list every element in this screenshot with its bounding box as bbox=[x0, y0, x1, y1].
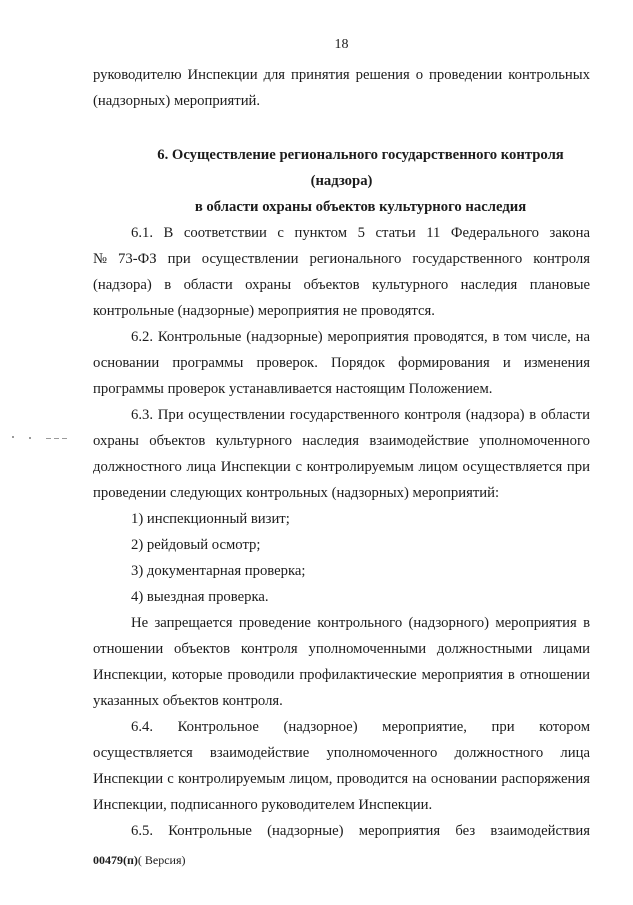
paragraph-not-prohibited-line: Не запрещается проведение контрольного (надзорного) мероприятия в bbox=[131, 615, 590, 631]
paragraph-6-4 bbox=[93, 714, 590, 818]
scan-noise-mark bbox=[12, 436, 14, 438]
list-item: 1) инспекционный визит; bbox=[131, 511, 290, 527]
paragraph-6-5 bbox=[93, 818, 590, 844]
document-body bbox=[93, 62, 590, 844]
paragraph-not-prohibited-line: указанных объектов контроля. bbox=[93, 693, 283, 709]
paragraph-6-2 bbox=[93, 324, 590, 402]
paragraph-6-1-line: 6.1. В соответствии с пунктом 5 статьи 11 Федерального закона bbox=[131, 225, 590, 241]
paragraph-not-prohibited-line: Инспекции, которые проводили профилактические мероприятия в отношении bbox=[93, 667, 590, 683]
paragraph-6-1-line: № 73-ФЗ при осуществлении регионального государственного контроля bbox=[93, 251, 590, 267]
section-heading-line: (надзора) bbox=[310, 173, 373, 189]
list-item: 3) документарная проверка; bbox=[131, 563, 306, 579]
paragraph-6-4-line: осуществляется взаимодействие уполномоченного должностного лица bbox=[93, 745, 590, 761]
paragraph-6-3-line: должностного лица Инспекции с контролируемым лицом осуществляется при bbox=[93, 459, 590, 475]
paragraph-6-4-line: 6.4. Контрольное (надзорное) мероприятие, при котором bbox=[131, 719, 590, 735]
paragraph-6-3-line: 6.3. При осуществлении государственного контроля (надзора) в области bbox=[131, 407, 590, 423]
intro-line: руководителю Инспекции для принятия решения о проведении контрольных bbox=[93, 67, 590, 83]
paragraph-6-3 bbox=[93, 402, 590, 506]
paragraph-6-3-line: проведении следующих контрольных (надзорных) мероприятий: bbox=[93, 485, 500, 501]
list-item: 4) выездная проверка. bbox=[131, 589, 269, 605]
section-heading bbox=[93, 142, 590, 220]
list-item: 2) рейдовый осмотр; bbox=[131, 537, 261, 553]
scan-noise-mark bbox=[62, 438, 67, 439]
paragraph-6-1-line: контрольные (надзорные) мероприятия не проводятся. bbox=[93, 303, 435, 319]
scan-noise-mark bbox=[46, 438, 51, 439]
paragraph-6-2-line: 6.2. Контрольные (надзорные) мероприятия проводятся, в том числе, на bbox=[131, 329, 590, 345]
blank-line bbox=[93, 114, 590, 142]
paragraph-not-prohibited bbox=[93, 610, 590, 714]
paragraph-6-3-line: охраны объектов культурного наследия взаимодействие уполномоченного bbox=[93, 433, 590, 449]
section-heading-line: 6. Осуществление регионального государственного контроля bbox=[157, 147, 564, 163]
section-heading-line: в области охраны объектов культурного наследия bbox=[194, 199, 527, 215]
document-footer bbox=[93, 851, 186, 869]
paragraph-6-4-line: Инспекции, подписанного руководителем Инспекции. bbox=[93, 797, 433, 813]
intro-line: (надзорных) мероприятий. bbox=[93, 93, 261, 109]
paragraph-6-2-line: основании программы проверок. Порядок формирования и изменения bbox=[93, 355, 590, 371]
scan-noise-mark bbox=[54, 438, 59, 439]
scan-noise-mark bbox=[29, 437, 31, 439]
intro-paragraph bbox=[93, 62, 590, 114]
paragraph-6-1-line: (надзора) в области охраны объектов культурного наследия плановые bbox=[93, 277, 590, 293]
inspection-types-list bbox=[93, 506, 590, 610]
document-version: ( Версия) bbox=[137, 853, 186, 867]
document-code: 00479(п) bbox=[93, 853, 138, 867]
paragraph-6-4-line: Инспекции с контролируемым лицом, проводится на основании распоряжения bbox=[93, 771, 590, 787]
page-number: 18 bbox=[334, 37, 349, 52]
paragraph-not-prohibited-line: отношении объектов контроля уполномоченными должностными лицами bbox=[93, 641, 590, 657]
paragraph-6-2-line: программы проверок устанавливается настоящим Положением. bbox=[93, 381, 493, 397]
paragraph-6-1 bbox=[93, 220, 590, 324]
paragraph-6-5-line: 6.5. Контрольные (надзорные) мероприятия без взаимодействия bbox=[131, 823, 590, 839]
